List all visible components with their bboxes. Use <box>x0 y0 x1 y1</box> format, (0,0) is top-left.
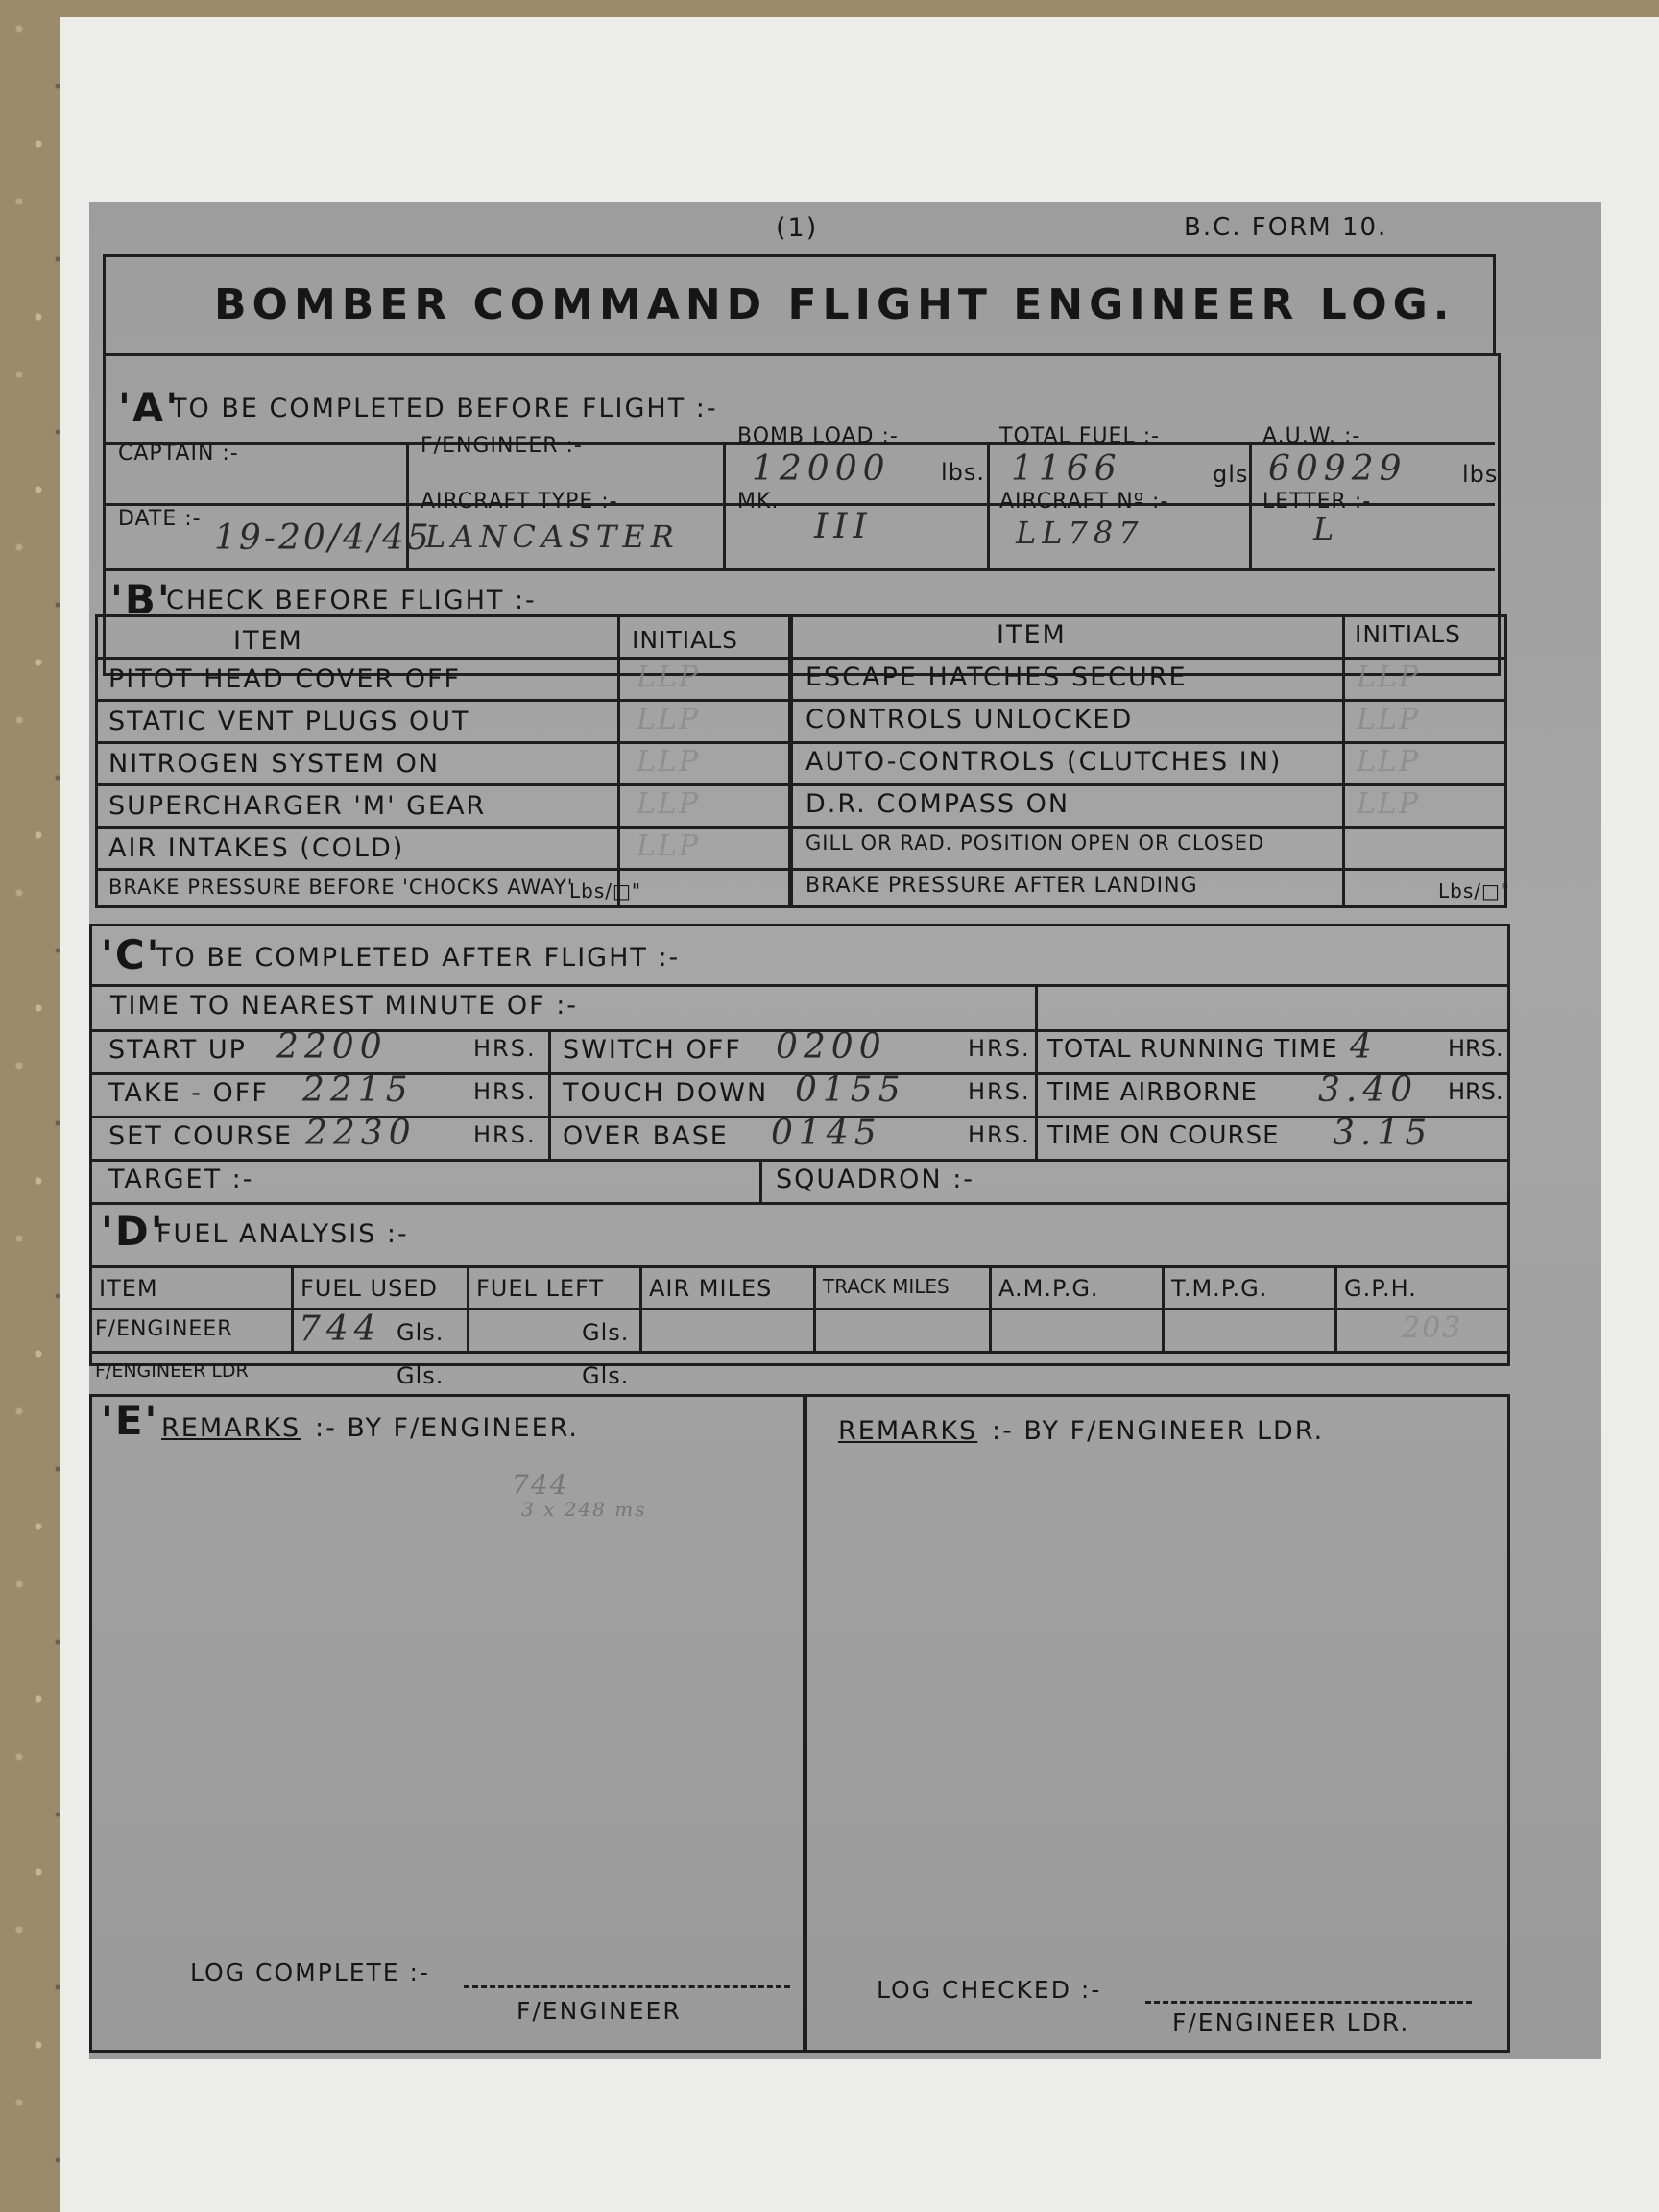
section-a-letter: 'A' <box>118 384 180 431</box>
b-left-initials: Lbs/□" <box>569 879 642 902</box>
b-right-item: BRAKE PRESSURE AFTER LANDING <box>805 874 1198 898</box>
d-col-rule <box>813 1265 816 1354</box>
b-initials-header-left: INITIALS <box>632 626 738 654</box>
section-a-heading: TO BE COMPLETED BEFORE FLIGHT :- <box>171 394 718 423</box>
flight-engineer-log-form <box>89 202 1601 2059</box>
bomb-load-value: 12000 <box>752 449 891 489</box>
b-right-initials: LLP <box>1357 745 1421 779</box>
take-off-value: 2215 <box>302 1070 414 1110</box>
set-course-value: 2230 <box>305 1114 417 1153</box>
d-col-rule <box>639 1265 642 1354</box>
d-header-4: TRACK MILES <box>823 1275 950 1298</box>
d-col-rule <box>291 1265 294 1354</box>
over-base-hrs: HRS. <box>968 1121 1031 1148</box>
b-left-item: SUPERCHARGER 'M' GEAR <box>108 791 487 821</box>
b-right-initials: LLP <box>1357 661 1421 694</box>
d-fuel-left-unit: Gls. <box>582 1319 630 1346</box>
b-left-item: BRAKE PRESSURE BEFORE 'CHOCKS AWAY' <box>108 876 574 899</box>
log-complete-sign: F/ENGINEER <box>517 1997 682 2025</box>
section-e-letter: 'E' <box>101 1397 159 1444</box>
total-fuel-label: TOTAL FUEL :- <box>999 424 1161 448</box>
remarks-by-engineer: :- BY F/ENGINEER. <box>315 1413 580 1443</box>
b-right-initials: Lbs/□" <box>1438 879 1511 902</box>
time-on-course-value: 3.15 <box>1333 1114 1433 1153</box>
set-course-hrs: HRS. <box>473 1121 537 1148</box>
b-row-rule <box>95 783 1504 786</box>
b-left-initials: LLP <box>637 661 701 694</box>
b-left-item: PITOT HEAD COVER OFF <box>108 664 462 694</box>
time-airborne-label: TIME AIRBORNE <box>1047 1078 1258 1107</box>
b-initials-header-right: INITIALS <box>1355 620 1461 648</box>
b-left-initials: LLP <box>637 745 701 779</box>
log-checked-line <box>1145 2001 1472 2004</box>
b-left-item: STATIC VENT PLUGS OUT <box>108 707 470 736</box>
touch-down-value: 0155 <box>795 1070 906 1110</box>
b-right-item: ESCAPE HATCHES SECURE <box>805 662 1188 692</box>
over-base-value: 0145 <box>771 1114 882 1153</box>
d-col-rule <box>467 1265 469 1354</box>
b-left-item: NITROGEN SYSTEM ON <box>108 749 441 779</box>
d-header-0: ITEM <box>99 1275 158 1302</box>
aircraft-no-label: AIRCRAFT Nº :- <box>999 490 1169 514</box>
d-fuel-left-unit: Gls. <box>582 1362 630 1389</box>
b-right-initials: LLP <box>1357 703 1421 736</box>
over-base-label: OVER BASE <box>563 1121 729 1151</box>
b-row-rule <box>95 699 1504 702</box>
touch-down-hrs: HRS. <box>968 1078 1031 1105</box>
form-number: B.C. FORM 10. <box>1184 213 1388 242</box>
aircraft-no-value: LL787 <box>1016 515 1144 551</box>
start-up-label: START UP <box>108 1035 247 1065</box>
total-running-hrs: HRS. <box>1448 1035 1503 1062</box>
d-col-rule <box>1334 1265 1337 1354</box>
pencil-note-1: 744 <box>512 1469 569 1501</box>
d-header-2: FUEL LEFT <box>476 1275 605 1302</box>
d-header-5: A.M.P.G. <box>998 1275 1099 1302</box>
take-off-label: TAKE - OFF <box>108 1078 269 1108</box>
b-right-initials: LLP <box>1357 787 1421 821</box>
switch-off-label: SWITCH OFF <box>563 1035 742 1065</box>
d-header-7: G.P.H. <box>1344 1275 1417 1302</box>
mk-label: MK. <box>737 490 780 514</box>
section-c-letter: 'C' <box>101 931 161 978</box>
switch-off-hrs: HRS. <box>968 1035 1031 1062</box>
time-on-course-label: TIME ON COURSE <box>1047 1121 1280 1150</box>
d-fuel-used-unit: Gls. <box>397 1319 445 1346</box>
log-checked-sign: F/ENGINEER LDR. <box>1172 2008 1410 2036</box>
log-checked-label: LOG CHECKED :- <box>877 1976 1102 2004</box>
start-up-value: 2200 <box>276 1027 388 1067</box>
aircraft-type-value: LANCASTER <box>425 518 680 555</box>
start-up-hrs: HRS. <box>473 1035 537 1062</box>
b-row-rule <box>95 826 1504 829</box>
b-left-initials: LLP <box>637 787 701 821</box>
d-col-rule <box>989 1265 992 1354</box>
b-row-rule <box>95 741 1504 744</box>
d-header-1: FUEL USED <box>301 1275 438 1302</box>
b-right-item: GILL OR RAD. POSITION OPEN OR CLOSED <box>805 831 1265 854</box>
section-b-heading: CHECK BEFORE FLIGHT :- <box>166 586 537 615</box>
b-left-item: AIR INTAKES (COLD) <box>108 833 405 863</box>
total-fuel-unit: gls <box>1213 461 1249 488</box>
d-fuel-used: 744 <box>299 1310 382 1349</box>
switch-off-value: 0200 <box>776 1027 887 1067</box>
total-fuel-value: 1166 <box>1011 449 1122 489</box>
take-off-hrs: HRS. <box>473 1078 537 1105</box>
bomb-load-unit: lbs. <box>941 459 986 486</box>
mk-value: III <box>814 507 873 546</box>
touch-down-label: TOUCH DOWN <box>563 1078 769 1108</box>
d-col-rule <box>1162 1265 1165 1354</box>
total-running-label: TOTAL RUNNING TIME <box>1047 1035 1338 1064</box>
time-airborne-hrs: HRS. <box>1448 1078 1503 1105</box>
remarks-by-engineer-ldr: :- BY F/ENGINEER LDR. <box>992 1416 1325 1446</box>
b-right-item: AUTO-CONTROLS (CLUTCHES IN) <box>805 747 1283 777</box>
auw-label: A.U.W. :- <box>1262 424 1361 448</box>
d-gph: 203 <box>1402 1311 1463 1345</box>
b-left-initials: LLP <box>637 703 701 736</box>
b-item-header-left: ITEM <box>233 626 303 656</box>
page-title: BOMBER COMMAND FLIGHT ENGINEER LOG. <box>214 280 1455 329</box>
pencil-note-2: 3 x 248 ms <box>521 1498 647 1521</box>
b-right-item: CONTROLS UNLOCKED <box>805 705 1134 734</box>
d-row-item: F/ENGINEER LDR <box>95 1360 249 1382</box>
auw-value: 60929 <box>1268 449 1407 489</box>
date-label: DATE :- <box>118 507 202 531</box>
squadron-label: SQUADRON :- <box>776 1165 975 1194</box>
remarks-label-left: REMARKS <box>161 1413 301 1443</box>
time-heading: TIME TO NEAREST MINUTE OF :- <box>110 991 579 1021</box>
engineer-label: F/ENGINEER :- <box>421 434 583 458</box>
log-complete-label: LOG COMPLETE :- <box>190 1959 430 1986</box>
section-e-box <box>89 1394 1510 2053</box>
letter-value: L <box>1313 511 1340 547</box>
d-header-6: T.M.P.G. <box>1171 1275 1268 1302</box>
letter-label: LETTER :- <box>1262 490 1372 514</box>
section-d-letter: 'D' <box>101 1208 165 1255</box>
d-header-3: AIR MILES <box>649 1275 773 1302</box>
section-c-heading: TO BE COMPLETED AFTER FLIGHT :- <box>156 943 681 973</box>
log-complete-line <box>464 1985 790 1988</box>
set-course-label: SET COURSE <box>108 1121 294 1151</box>
captain-label: CAPTAIN :- <box>118 442 239 466</box>
page-number: (1) <box>776 213 819 243</box>
bomb-load-label: BOMB LOAD :- <box>737 424 899 448</box>
aircraft-type-label: AIRCRAFT TYPE :- <box>421 490 618 514</box>
remarks-label-right: REMARKS <box>838 1416 978 1446</box>
b-right-item: D.R. COMPASS ON <box>805 789 1070 819</box>
auw-unit: lbs <box>1462 461 1499 488</box>
section-b-letter: 'B' <box>110 576 172 623</box>
total-running-value: 4 <box>1350 1027 1378 1067</box>
b-item-header-right: ITEM <box>997 620 1067 650</box>
d-row-item: F/ENGINEER <box>95 1317 233 1341</box>
section-d-heading: FUEL ANALYSIS :- <box>156 1219 409 1249</box>
b-row-rule <box>95 868 1504 871</box>
date-value: 19-20/4/45 <box>214 518 432 558</box>
d-fuel-used-unit: Gls. <box>397 1362 445 1389</box>
target-label: TARGET :- <box>108 1165 254 1194</box>
time-airborne-value: 3.40 <box>1318 1070 1419 1110</box>
b-left-initials: LLP <box>637 830 701 863</box>
